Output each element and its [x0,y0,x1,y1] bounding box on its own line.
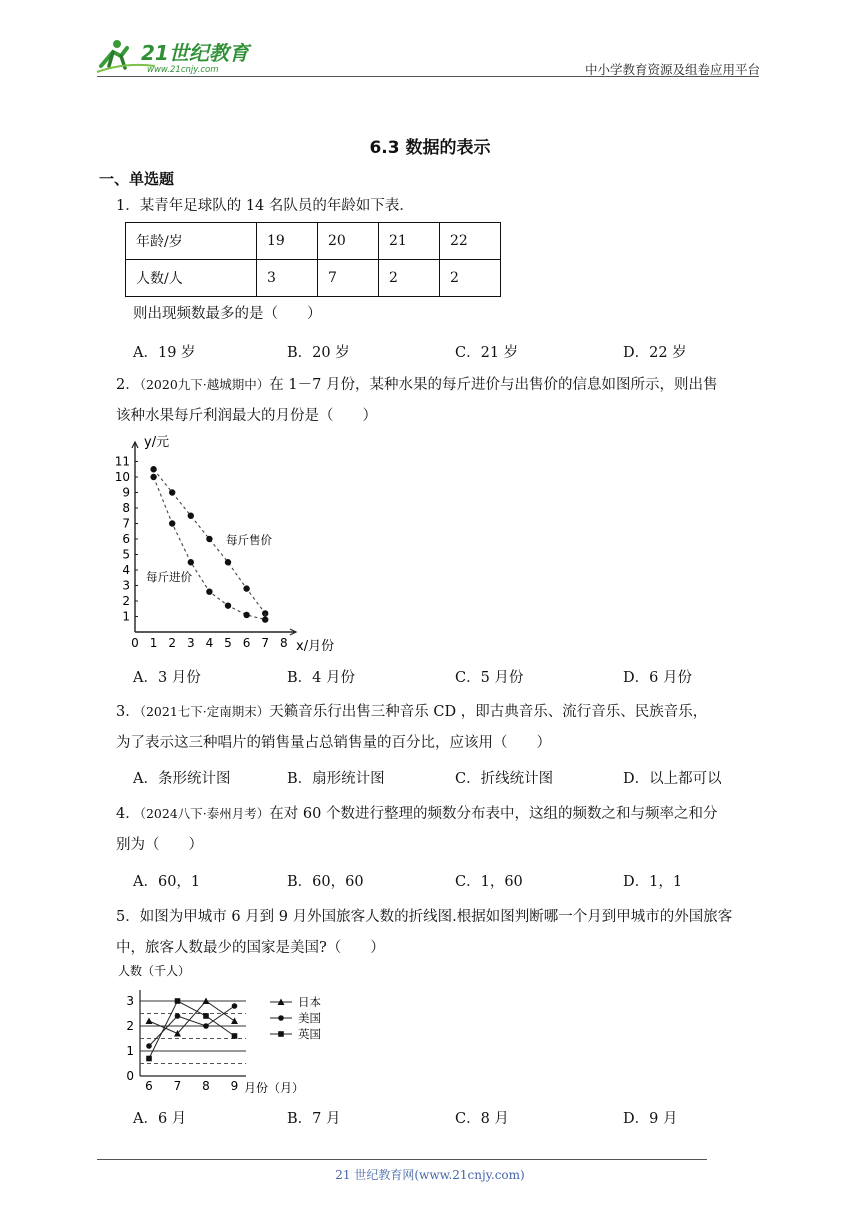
chart2-y-tick-label: 3 [126,994,134,1008]
chart1-data-point [150,466,156,472]
q4-text: 在对 60 个数进行整理的频数分布表中，这组的频数之和与频率之和分 [269,806,718,822]
chart1-series-line [154,477,266,620]
q1-question: 则出现频数最多的是（ ） [133,306,322,322]
header-divider [97,76,759,77]
chart1-x-tick-label: 6 [242,636,251,650]
tourist-line-chart [112,962,352,1098]
chart1-y-tick-label: 1 [122,609,130,624]
chart2-x-axis-label: 月份（月） [244,1081,305,1095]
chart1-x-tick-label: 5 [224,636,232,650]
chart1-y-tick-label: 5 [122,547,130,562]
table-cell: 22 [440,223,501,260]
chart1-data-point [243,612,249,618]
chart2-legend-label: 美国 [298,1011,321,1025]
chart2-x-tick-label: 6 [145,1079,153,1093]
chart2-legend [270,995,321,1041]
chart1-x-tick-label: 0 [131,636,139,650]
chart2-y-tick-label: 0 [126,1069,134,1083]
chart1-x-tick-label: 2 [168,636,177,650]
chart2-marker-square [203,1013,209,1019]
chart1-x-axis-label: x/月份 [296,639,335,654]
chart1-y-tick-label: 8 [122,501,130,515]
chart1-y-tick-label: 4 [122,563,130,577]
chart1-data-point [206,589,212,595]
table-cell: 年龄/岁 [126,223,257,260]
q1-option-c: C．21 岁 [455,345,519,361]
logo-url-text: www.21cnjy.com [147,65,219,75]
table-cell: 人数/人 [126,260,257,297]
table-cell: 2 [379,260,440,297]
chart1-data-point [150,474,156,480]
chart2-series-line [149,1001,235,1059]
q1-option-a: A．19 岁 [133,345,196,361]
chart1-data-point [206,536,212,542]
chart1-y-axis-label: y/元 [144,435,170,450]
chart2-marker-circle [203,1023,209,1029]
q2-source: （2020九下·越城期中） [139,377,270,392]
q2-text: 在 1－7 月份，某种水果的每斤进价与出售价的信息如图所示，则出售 [269,377,718,393]
q5-option-c: C．8 月 [455,1111,509,1127]
q2-number: 2． [116,377,140,393]
chart2-marker-circle [175,1013,181,1019]
chart2-legend-label: 英国 [298,1027,321,1041]
chart1-y-tick-label: 11 [114,454,130,469]
fruit-price-chart [108,432,348,654]
chart2-marker-square [232,1033,238,1039]
age-table [125,222,501,297]
q2-option-b: B．4 月份 [287,670,355,686]
footer-divider [97,1159,707,1160]
chart1-data-point [169,489,175,495]
table-cell: 20 [318,223,379,260]
chart2-legend-label: 日本 [298,995,321,1009]
q3-line1 [116,697,766,727]
chart1-y-tick-label: 3 [122,578,130,593]
q1-option-d: D．22 岁 [623,345,687,361]
chart1-x-tick-label: 4 [205,636,214,650]
chart1-y-tick-label: 6 [122,532,130,546]
q2-option-a: A．3 月份 [133,670,201,686]
q4-option-b: B．60，60 [287,874,364,890]
table-cell: 2 [440,260,501,297]
q3-number: 3． [116,704,140,720]
table-cell: 7 [318,260,379,297]
page-title: 6.3 数据的表示 [369,138,491,158]
chart2-x-tick-label: 9 [230,1079,239,1093]
table-cell: 21 [379,223,440,260]
chart2-marker-circle [146,1043,152,1049]
q4-source: （2024八下·泰州月考） [139,806,270,821]
chart2-marker-square [175,998,181,1004]
chart1-y-tick-label: 9 [122,485,130,500]
chart1-x-tick-label: 8 [279,636,288,650]
q5-option-b: B．7 月 [287,1111,341,1127]
chart1-series-label-sell: 每斤售价 [226,533,272,547]
q2-option-c: C．5 月份 [455,670,524,686]
site-logo [95,36,260,76]
q3-option-a: A．条形统计图 [133,771,231,787]
chart1-y-tick-label: 7 [122,516,130,531]
section-heading: 一、单选题 [99,170,175,188]
q4-number: 4． [116,806,140,822]
chart1-data-point [188,559,194,565]
chart2-x-tick-label: 8 [202,1079,210,1093]
chart2-marker-triangle [146,1018,153,1025]
footer-text: 21 世纪教育网(www.21cnjy.com) [335,1168,525,1182]
q4-line1 [116,799,766,829]
q3-text: 天籁音乐行出售三种音乐 CD ，即古典音乐、流行音乐、民族音乐， [269,704,708,720]
q3-source: （2021七下·定南期末） [139,704,270,719]
header-platform-text: 中小学教育资源及组卷应用平台 [584,62,760,77]
chart2-marker-circle [232,1003,238,1009]
q1-stem: 1．某青年足球队的 14 名队员的年龄如下表． [116,198,414,214]
chart2-y-axis-label: 人数（千人） [118,964,191,978]
q3-option-d: D．以上都可以 [623,771,722,787]
chart1-ticks [115,455,288,651]
chart1-data-point [225,559,231,565]
chart2-y-tick-label: 2 [126,1019,134,1033]
chart1-data-point [243,585,249,591]
q5-line2: 中，旅客人数最少的国家是美国?（ ） [116,940,385,956]
chart1-series-label-buy: 每斤进价 [146,570,192,584]
chart1-x-tick-label: 3 [186,636,195,650]
q2-line2: 该种水果每斤利润最大的月份是（ ） [116,408,377,424]
chart2-marker-square [278,1031,284,1037]
q2-option-d: D．6 月份 [623,670,692,686]
table-cell: 3 [257,260,318,297]
chart1-data-point [188,513,194,519]
q4-line2: 别为（ ） [116,837,203,853]
q5-line1: 5．如图为甲城市 6 月到 9 月外国旅客人数的折线图.根据如图判断哪一个月到甲城市的外国旅客 [116,909,733,925]
chart1-x-tick-label: 1 [149,636,158,650]
q3-option-c: C．折线统计图 [455,771,554,787]
q3-option-b: B．扇形统计图 [287,771,385,787]
chart2-series-line [149,1001,235,1034]
chart1-y-tick-label: 10 [114,470,130,484]
q4-option-d: D．1，1 [623,874,683,890]
q4-option-a: A．60，1 [133,874,201,890]
chart2-y-tick-label: 1 [126,1044,134,1058]
chart1-x-tick-label: 7 [261,636,270,650]
table-row [126,260,501,297]
chart2-ticks [126,994,238,1093]
chart2-series [146,998,239,1062]
chart2-x-tick-label: 7 [173,1079,182,1093]
logo-text: 21世纪教育 [141,41,249,65]
q4-option-c: C．1，60 [455,874,523,890]
table-cell: 19 [257,223,318,260]
q3-line2: 为了表示这三种唱片的销售量占总销售量的百分比，应该用（ ） [116,735,551,751]
chart2-marker-triangle [231,1018,238,1025]
q5-option-d: D．9 月 [623,1111,678,1127]
q1-option-b: B．20 岁 [287,345,350,361]
chart1-y-tick-label: 2 [122,594,130,608]
chart2-marker-square [146,1056,152,1062]
table-row [126,223,501,260]
chart1-data-point [225,602,231,608]
chart2-marker-circle [278,1015,284,1021]
q2-line1 [116,370,766,400]
q5-option-a: A．6 月 [133,1111,187,1127]
chart1-data-point [169,520,175,526]
